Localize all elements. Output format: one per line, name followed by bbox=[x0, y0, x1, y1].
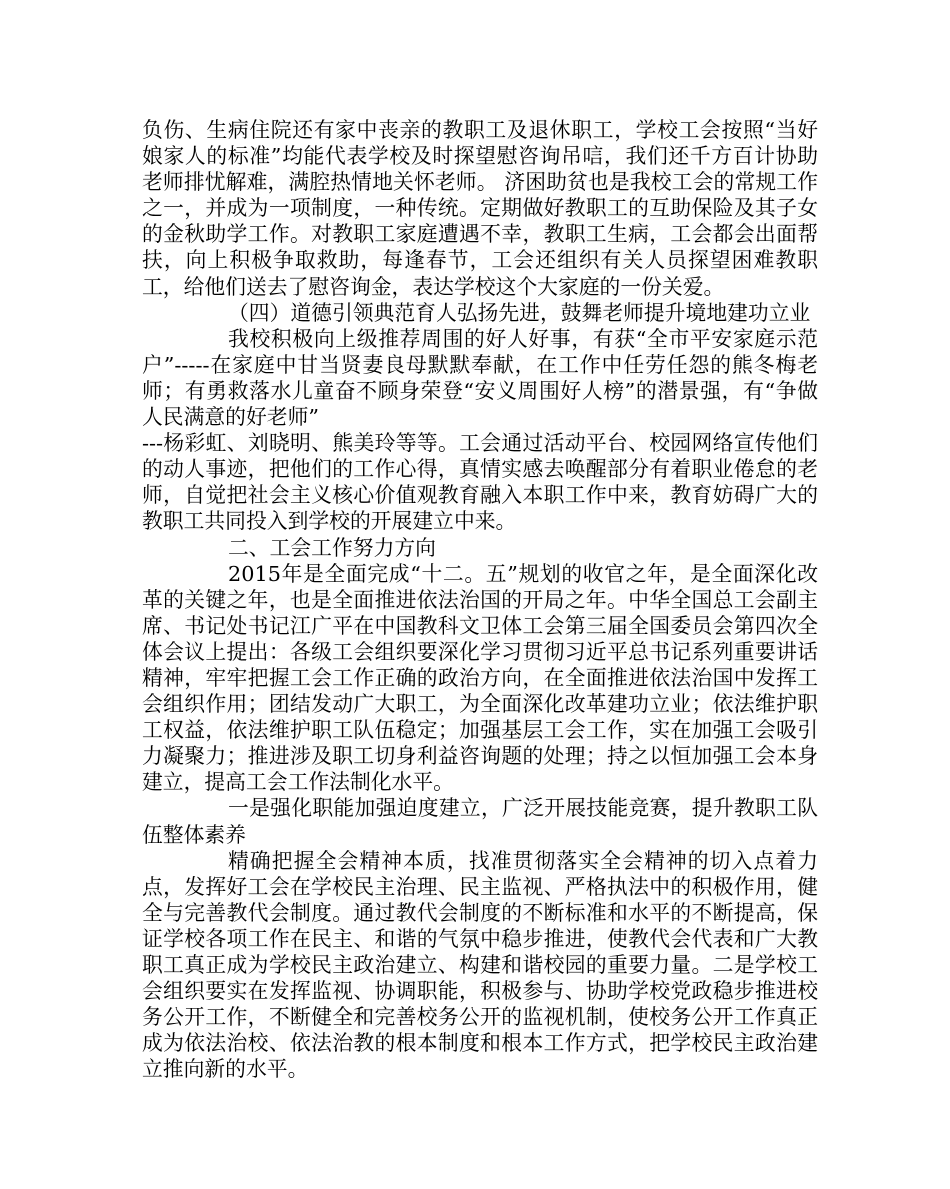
paragraph-democratic-governance: 精确把握全会精神本质，找准贯彻落实全会精神的切入点着力点，发挥好工会在学校民主治理、民主监视、严格执法中的积极作用，健全与完善教代会制度。通过教代会制度的不断标准和水平的不断提高，保证学校各项工作在民主、和谐的气氛中稳步推进，使教代会代表和广大教职工真正成为学校民主政治建立、构建和谐校园的重要力量。二是学校工会组织要实在发挥监视、协调职能，积极参与、协助学校党政稳步推进校务公开工作，不断健全和完善校务公开的监视机制，使校务公开工作真正成为依法治校、依法治教的根本制度和根本工作方式，把学校民主政治建立推向新的水平。 bbox=[142, 848, 818, 1082]
section-heading-work-direction: 二、工会工作努力方向 bbox=[228, 535, 436, 560]
subheading-strengthen-functions: 一是强化职能加强迫度建立，广泛开展技能竞赛，提升教职工队伍整体素养 bbox=[142, 796, 818, 847]
section-heading-moral-guidance: （四）道德引领典范育人弘扬先进，鼓舞老师提升境地建功立业 bbox=[228, 300, 811, 325]
document-page bbox=[142, 117, 818, 1082]
paragraph-role-models: 我校积极向上级推荐周围的好人好事，有获“全市平安家庭示范户”-----在家庭中甘当贤妻良母默默奉献，在工作中任劳任怨的熊冬梅老师；有勇救落水儿童奋不顾身荣登“安义周围好人榜”的潜景强，有“争做人民满意的好老师” bbox=[142, 326, 818, 430]
paragraph-role-models-continued: ---杨彩虹、刘晓明、熊美玲等等。工会通过活动平台、校园网络宣传他们的动人事迹，把他们的工作心得，真情实感去唤醒部分有着职业倦怠的老师，自觉把社会主义核心价值观教育融入本职工作中来，教育妨碍广大的教职工共同投入到学校的开展建立中来。 bbox=[142, 431, 818, 534]
paragraph-care-and-assistance: 负伤、生病住院还有家中丧亲的教职工及退休职工，学校工会按照“当好娘家人的标准”均能代表学校及时探望慰咨询吊唁，我们还千方百计协助老师排忧解难，满腔热情地关怀老师。 济困助贫也是我校工会的常规工作之一，并成为一项制度，一种传统。定期做好教职工的互助保险及其子女的金秋助学工作。对教职工家庭遭遇不幸，教职工生病，工会都会出面帮扶，向上积极争取救助，每逢春节，工会还组织有关人员探望困难教职工，给他们送去了慰咨询金，表达学校这个大家庭的一份关爱。 bbox=[142, 118, 818, 299]
paragraph-2015-context: 2015年是全面完成“十二。五”规划的收官之年，是全面深化改革的关键之年，也是全面推进依法治国的开局之年。中华全国总工会副主席、书记处书记江广平在中国教科文卫体工会第三届全国委员会第四次全体会议上提出：各级工会组织要深化学习贯彻习近平总书记系列重要讲话精神，牢牢把握工会工作正确的政治方向，在全面推进依法治国中发挥工会组织作用；团结发动广大职工，为全面深化改革建功立业；依法维护职工权益，依法维护职工队伍稳定；加强基层工会工作，实在加强工会吸引力凝聚力；推进涉及职工切身利益咨询题的处理；持之以恒加强工会本身建立，提高工会工作法制化水平。 bbox=[142, 561, 818, 795]
